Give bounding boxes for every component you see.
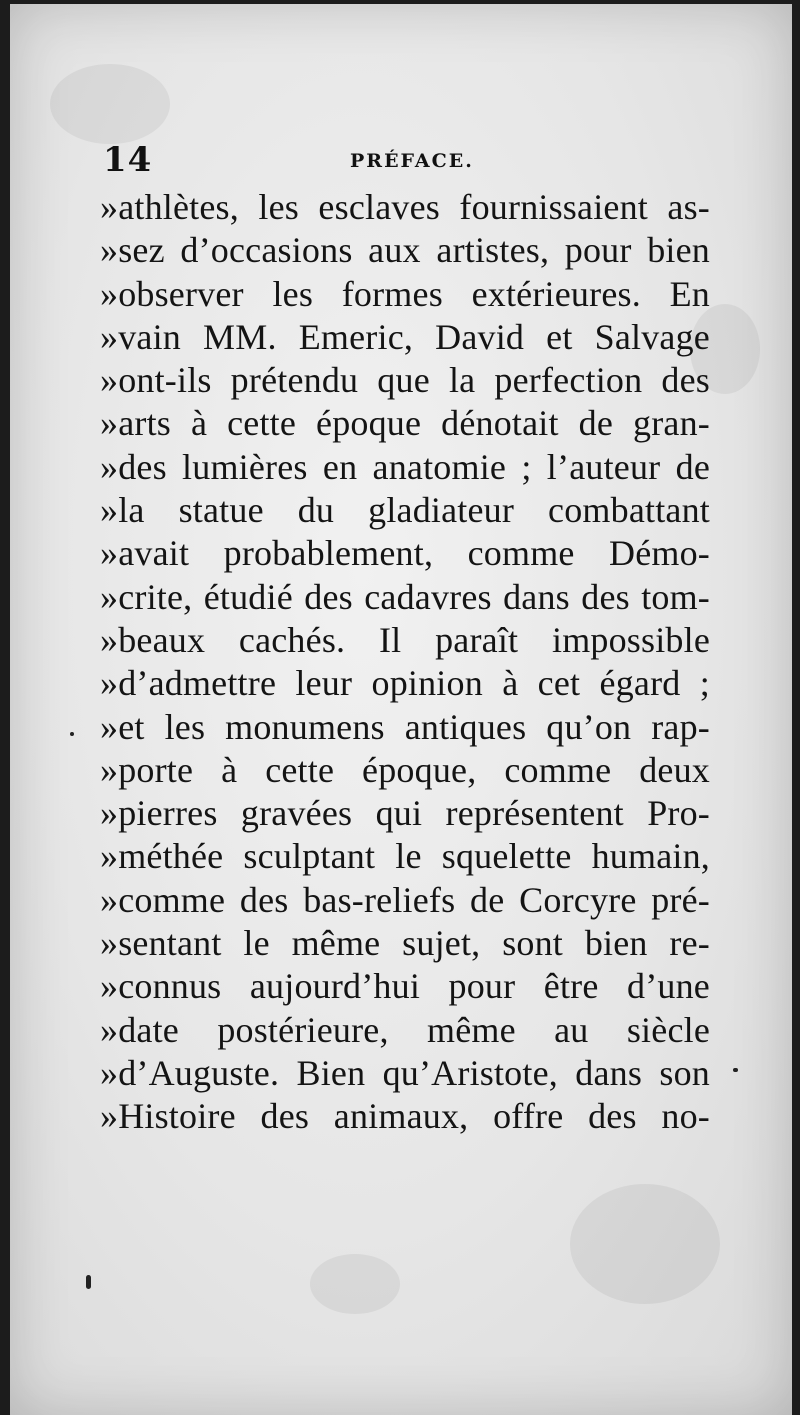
page-header <box>103 140 703 190</box>
text-line: »sentant le même sujet, sont bien re- <box>100 923 710 964</box>
page-number: 14 <box>103 140 153 180</box>
scan-speck <box>70 732 74 736</box>
scan-speck <box>733 1068 738 1072</box>
text-line: »sez d’occasions aux artistes, pour bien <box>100 230 710 271</box>
text-line: »beaux cachés. Il paraît impossible <box>100 619 710 660</box>
text-line: »pierres gravées qui représentent Pro- <box>100 793 710 834</box>
scan-speck <box>86 1275 91 1289</box>
text-line: »connus aujourd’hui pour être d’une <box>100 966 710 1007</box>
text-line: »vain MM. Emeric, David et Salvage <box>100 316 710 357</box>
body-text <box>100 186 710 1139</box>
foxing-spot <box>50 64 170 144</box>
text-line: »d’admettre leur opinion à cet égard ; <box>100 663 710 704</box>
text-line: »Histoire des animaux, offre des no- <box>100 1096 710 1137</box>
text-line: »avait probablement, comme Démo- <box>100 533 710 574</box>
text-line: »des lumières en anatomie ; l’auteur de <box>100 446 710 487</box>
text-line: »crite, étudié des cadavres dans des tom- <box>100 576 710 617</box>
text-line: »observer les formes extérieures. En <box>100 273 710 314</box>
text-line: »d’Auguste. Bien qu’Aristote, dans son <box>100 1052 710 1093</box>
text-line: »méthée sculptant le squelette humain, <box>100 836 710 877</box>
text-line: »et les monumens antiques qu’on rap- <box>100 706 710 747</box>
running-head: PRÉFACE. <box>350 150 474 172</box>
foxing-spot <box>570 1184 720 1304</box>
text-line: »date postérieure, même au siècle <box>100 1009 710 1050</box>
text-line: »arts à cette époque dénotait de gran- <box>100 403 710 444</box>
text-line: »porte à cette époque, comme deux <box>100 749 710 790</box>
foxing-spot <box>310 1254 400 1314</box>
text-line: »athlètes, les esclaves fournissaient as- <box>100 187 710 227</box>
text-line: »comme des bas-reliefs de Corcyre pré- <box>100 879 710 920</box>
text-line: »la statue du gladiateur combattant <box>100 490 710 531</box>
text-line: »ont-ils prétendu que la perfection des <box>100 360 710 401</box>
